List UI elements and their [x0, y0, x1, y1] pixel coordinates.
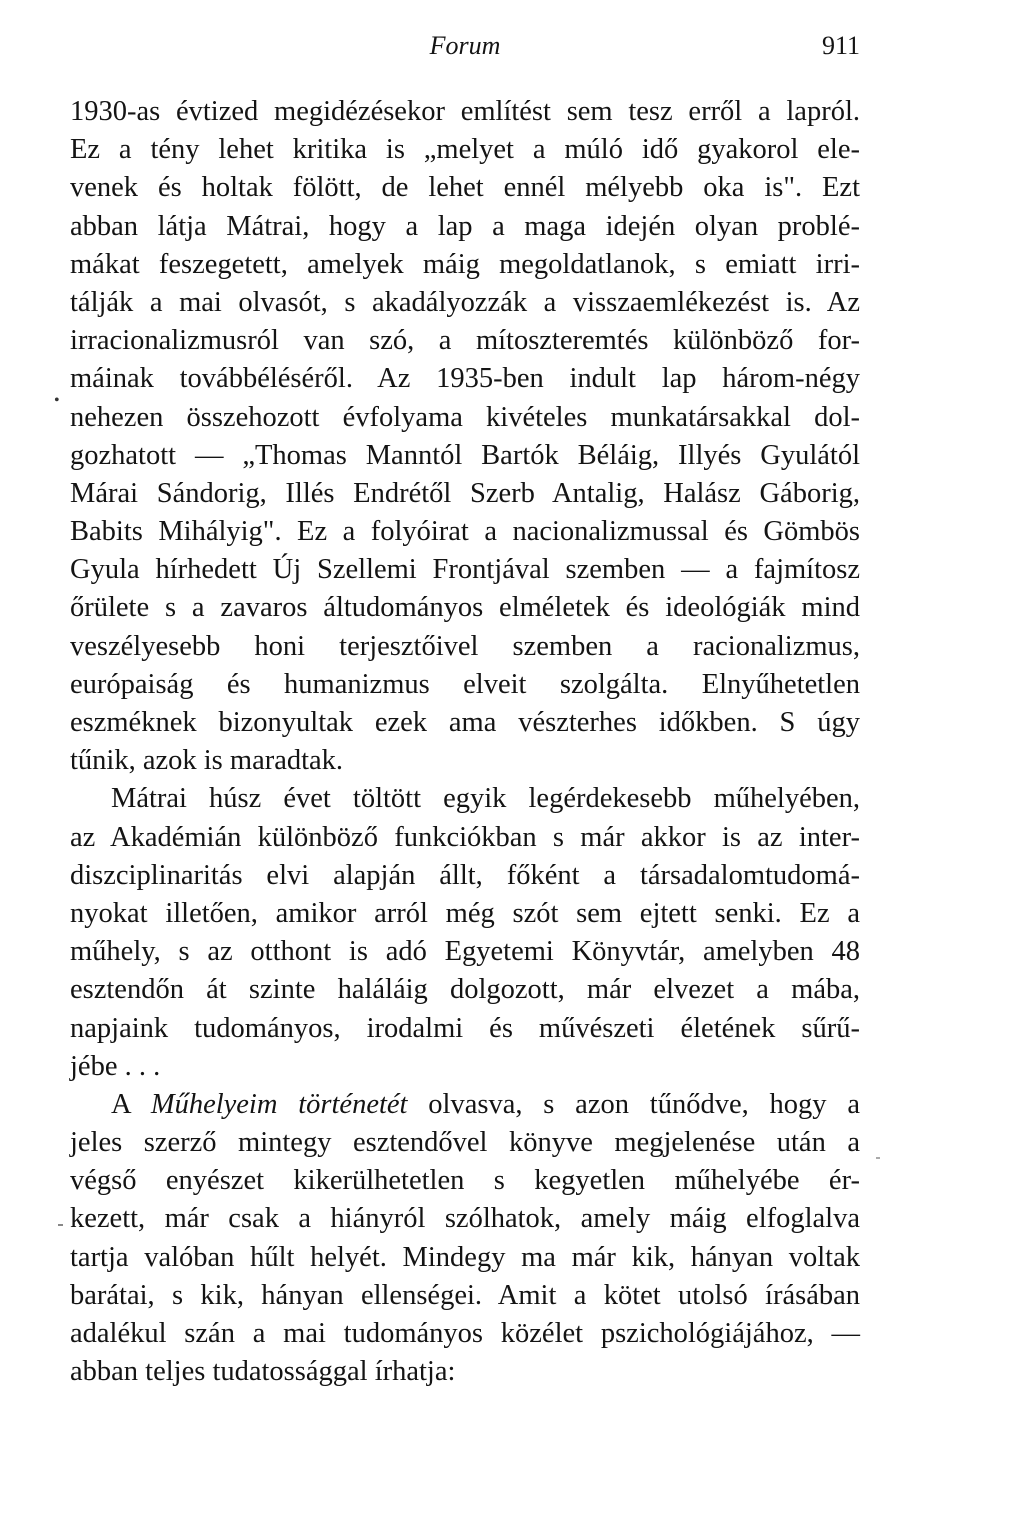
text-line: eszméknek bizonyultak ezek ama vészterhes időkben. S úgy: [70, 707, 860, 738]
text-line: nyokat illetően, amikor arról még szót sem ejtett senki. Ez a: [70, 897, 860, 929]
text-line: abban teljes tudatossággal írhatja:: [70, 1356, 456, 1388]
line-rest: olvasva, s azon tűnődve, hogy a: [428, 1088, 861, 1120]
text-line: veszélyesebb honi terjesztőivel szemben a racionalizmus,: [70, 630, 860, 662]
text-line: 1930-as évtized megidézésekor említést sem tesz erről a lapról.: [70, 96, 860, 127]
text-line: napjaink tudományos, irodalmi és művészeti életének sűrű-: [70, 1012, 860, 1044]
text-line: adalékul szán a mai tudományos közélet pszichológiájához, —: [70, 1318, 860, 1349]
running-title: Forum: [429, 31, 501, 60]
text-line: tartja valóban hűlt helyét. Mindegy ma már kik, hányan voltak: [70, 1241, 860, 1273]
text-line: Mátrai húsz évet töltött egyik legérdekesebb műhelyében,: [111, 783, 860, 815]
text-line-with-title: [70, 1086, 860, 1124]
text-line: Ez a tény lehet kritika is „melyet a múló idő gyakorol ele-: [70, 134, 860, 166]
text-line: abban látja Mátrai, hogy a lap a maga idején olyan problé-: [70, 210, 860, 242]
text-line: jeles szerző mintegy esztendővel könyve megjelenése után a: [70, 1127, 860, 1159]
margin-dot-mark: •: [54, 392, 60, 409]
text-line: tálják a mai olvasót, s akadályozzák a visszaemlékezést is. Az: [70, 286, 860, 318]
text-line: venek és holtak fölött, de lehet ennél mélyebb oka is". Ezt: [70, 172, 860, 204]
text-line: diszciplinaritás elvi alapján állt, főként a társadalomtudomá-: [70, 859, 860, 891]
text-line: barátai, s kik, hányan ellenségei. Amit a kötet utolsó írásában: [70, 1279, 860, 1311]
line-prefix: A: [111, 1088, 151, 1120]
text-line: gozhatott — „Thomas Manntól Bartók Béláig, Illyés Gyulától: [70, 439, 860, 471]
text-line: műhely, s az otthont is adó Egyetemi Könyvtár, amelyben 48: [70, 936, 860, 968]
text-line: Márai Sándorig, Illés Endrétől Szerb Antalig, Halász Gáborig,: [70, 477, 860, 509]
text-line: Babits Mihályig". Ez a folyóirat a nacionalizmussal és Gömbös: [70, 516, 860, 548]
text-line: máinak továbbéléséről. Az 1935-ben indult lap három-négy: [70, 363, 860, 395]
text-line: esztendőn át szinte haláláig dolgozott, már elvezet a mába,: [70, 974, 860, 1006]
text-line: nehezen összehozott évfolyama kivételes munkatársakkal dol-: [70, 401, 860, 433]
margin-tick-mark: [876, 1157, 880, 1159]
text-line: Gyula hírhedett Új Szellemi Frontjával szemben — a fajmítosz: [70, 554, 860, 586]
text-line: irracionalizmusról van szó, a mítoszteremtés különböző for-: [70, 325, 860, 357]
text-line: mákat feszegetett, amelyek máig megoldatlanok, s emiatt irri-: [70, 248, 860, 280]
text-line: végső enyészet kikerülhetetlen s kegyetlen műhelyébe ér-: [70, 1165, 860, 1197]
text-line: őrülete s a zavaros áltudományos elméletek és ideológiák mind: [70, 592, 860, 624]
margin-dash-mark: [58, 1224, 63, 1226]
book-title: Műhelyeim történetét: [150, 1088, 408, 1120]
text-line: európaiság és humanizmus elveit szolgálta. Elnyűhetetlen: [70, 668, 860, 700]
page-header: [70, 28, 860, 68]
line-space: [407, 1089, 428, 1120]
text-line: kezett, már csak a hiányról szólhatok, amely máig elfoglalva: [70, 1203, 860, 1235]
body-text: [70, 93, 860, 1391]
text-line: tűnik, azok is maradtak.: [70, 745, 344, 777]
page-number: 911: [821, 31, 860, 60]
text-line: az Akadémián különböző funkciókban s már akkor is az inter-: [70, 821, 860, 853]
text-line: jébe . . .: [70, 1050, 161, 1082]
